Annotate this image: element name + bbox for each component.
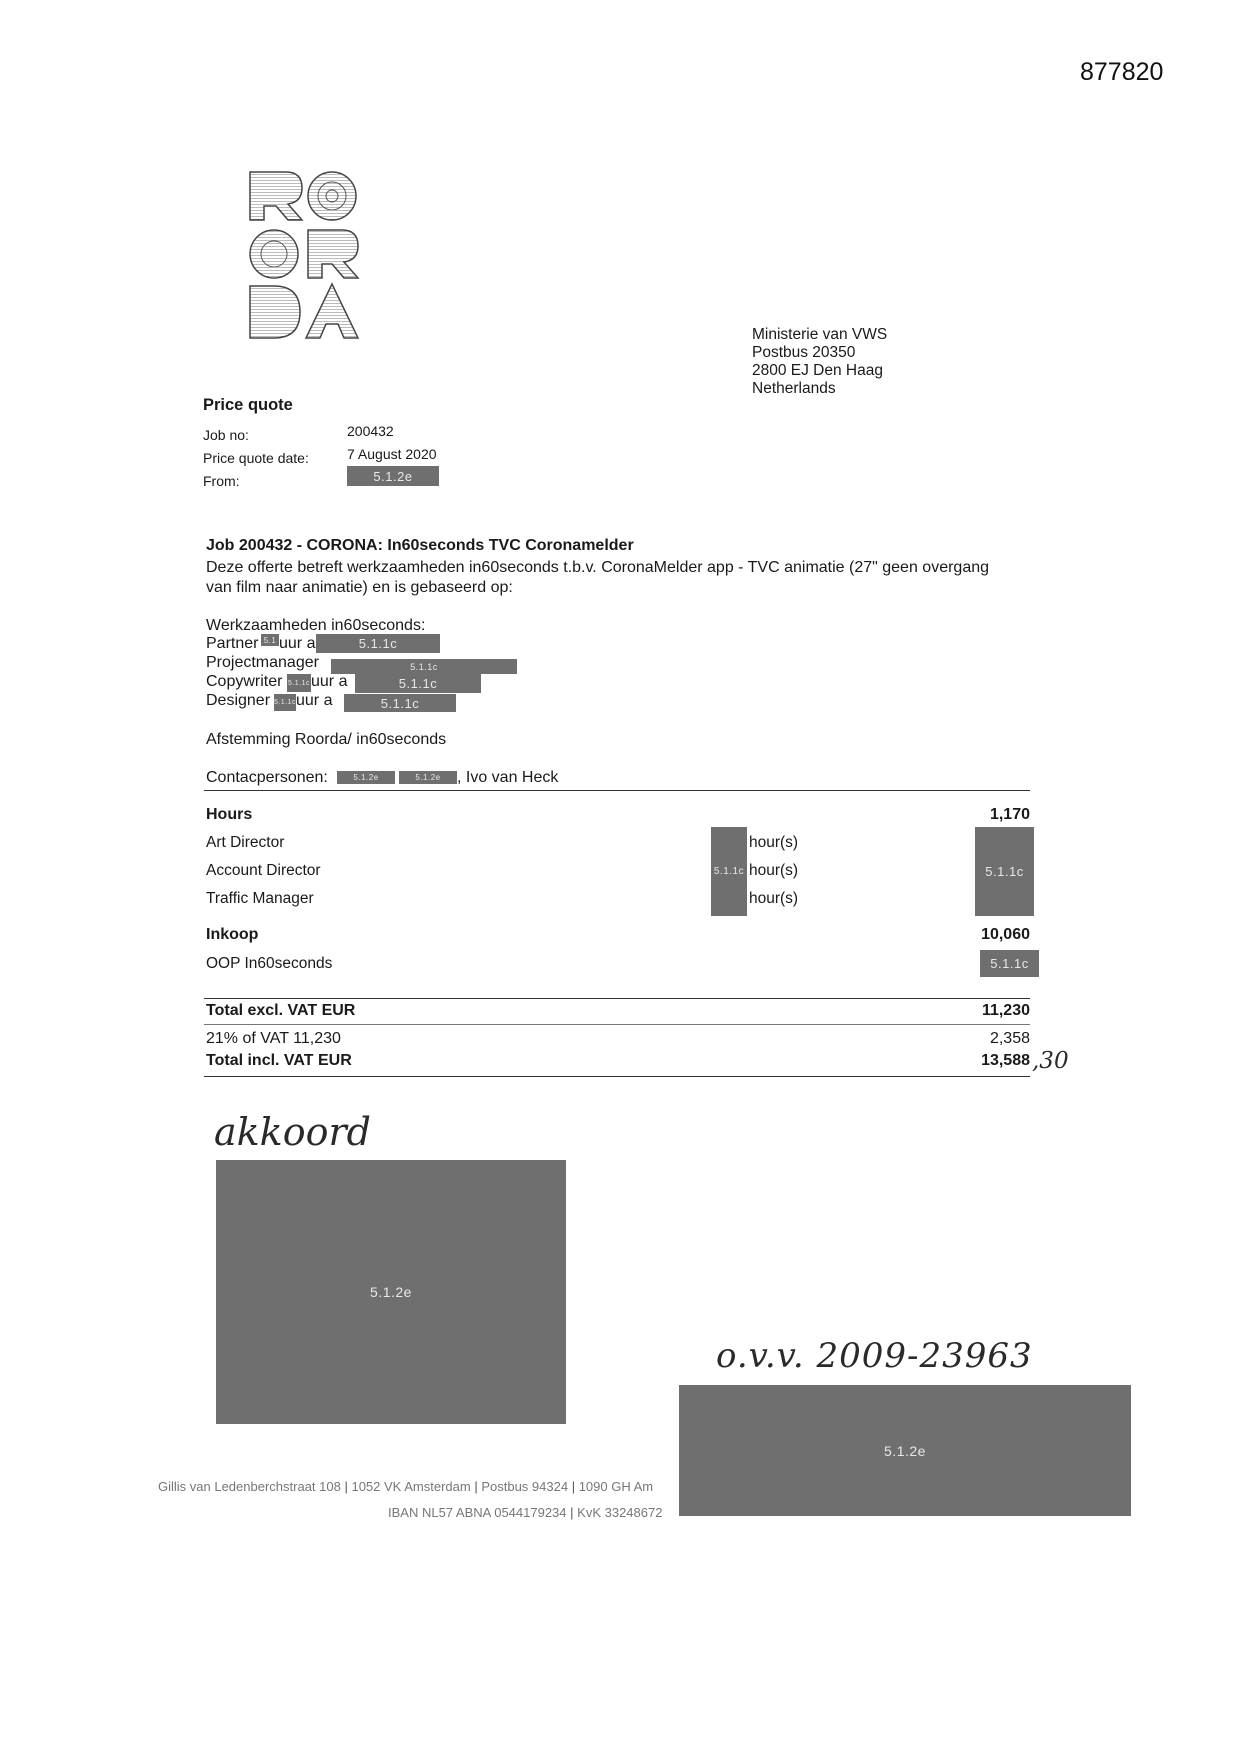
footer-line-1: Gillis van Ledenberchstraat 108 | 1052 VK Amsterdam | Postbus 94324 | 1090 GH Am <box>158 1479 654 1494</box>
redaction-signature-left: 5.1.2e <box>216 1160 566 1424</box>
work-heading: Werkzaamheden in60seconds: <box>206 617 426 634</box>
total-excl-label: Total excl. VAT EUR <box>206 1002 356 1019</box>
field-label-date: Price quote date: <box>203 450 309 466</box>
work-mid: uur a <box>311 673 348 690</box>
redaction-small: 5.1.1c <box>287 674 311 692</box>
redaction-rate: 5.1.1c <box>316 634 440 653</box>
redaction-rate: 5.1.1c <box>331 659 517 674</box>
inkoop-total: 10,060 <box>981 926 1030 943</box>
redaction-signature-right: 5.1.2e <box>679 1385 1131 1516</box>
work-line-designer: Designer <box>206 692 271 709</box>
divider <box>204 1024 1030 1025</box>
redaction-inkoop-amount: 5.1.1c <box>980 950 1039 977</box>
quote-fields <box>203 424 309 493</box>
hours-unit: hour(s) <box>749 834 799 851</box>
total-incl-value: 13,588 <box>981 1052 1030 1069</box>
logo-graphic <box>244 168 364 340</box>
inkoop-heading: Inkoop <box>206 926 259 943</box>
field-label-job: Job no: <box>203 427 249 443</box>
footer-part: IBAN NL57 ABNA 0544179234 <box>388 1505 567 1520</box>
footer-part: Gillis van Ledenberchstraat 108 <box>158 1479 341 1494</box>
hours-heading: Hours <box>206 806 253 823</box>
field-label-from: From: <box>203 473 240 489</box>
divider <box>204 790 1030 791</box>
redaction-hours-amounts: 5.1.1c <box>975 827 1034 916</box>
hours-unit: hour(s) <box>749 890 799 907</box>
footer-part: KvK 33248672 <box>577 1505 663 1520</box>
contacts-label: Contacpersonen: <box>206 769 328 786</box>
divider <box>204 998 1030 999</box>
work-label: Partner <box>206 635 259 652</box>
footer-part: 1052 VK Amsterdam <box>351 1479 471 1494</box>
contact-name: , Ivo van Heck <box>457 769 559 786</box>
field-value-date: 7 August 2020 <box>347 446 437 462</box>
recipient-address <box>752 326 887 398</box>
footer-line-2: IBAN NL57 ABNA 0544179234 | KvK 33248672 <box>388 1505 663 1520</box>
document-number: 877820 <box>1080 58 1164 86</box>
hours-item-account-director: Account Director <box>206 862 321 879</box>
job-description-2: van film naar animatie) en is gebaseerd op: <box>206 579 513 596</box>
total-excl-value: 11,230 <box>981 1002 1030 1019</box>
job-description-1: Deze offerte betreft werkzaamheden in60seconds t.b.v. CoronaMelder app - TVC animatie (27" geen overgang <box>206 559 990 576</box>
handwritten-akkoord: akkoord <box>214 1110 371 1154</box>
hours-unit: hour(s) <box>749 862 799 879</box>
recipient-line: Ministerie van VWS <box>752 326 888 343</box>
redaction-small: 5.1 <box>261 634 279 646</box>
vat-value: 2,358 <box>989 1030 1030 1047</box>
divider <box>204 1076 1030 1077</box>
total-incl-label: Total incl. VAT EUR <box>206 1052 352 1069</box>
field-value-job: 200432 <box>347 423 394 439</box>
redaction-contact: 5.1.2e <box>337 771 395 784</box>
recipient-line: Postbus 20350 <box>752 344 856 361</box>
work-mid: uur a <box>279 635 316 652</box>
footer-part: 1090 GH Am <box>578 1479 654 1494</box>
recipient-line: 2800 EJ Den Haag <box>752 362 883 379</box>
redaction-rate: 5.1.1c <box>344 694 456 712</box>
hours-total: 1,170 <box>989 806 1030 823</box>
hours-item-art-director: Art Director <box>206 834 285 851</box>
redaction-from: 5.1.2e <box>347 466 439 486</box>
footer-part: Postbus 94324 <box>481 1479 569 1494</box>
handwritten-ovv: o.v.v. 2009-23963 <box>716 1336 1033 1376</box>
work-line-partner <box>206 635 258 655</box>
recipient-line: Netherlands <box>752 380 836 397</box>
hours-item-traffic-manager: Traffic Manager <box>206 890 314 907</box>
work-line-copywriter: Copywriter <box>206 673 283 690</box>
vat-label: 21% of VAT 11,230 <box>206 1030 341 1047</box>
redaction-contact: 5.1.2e <box>399 771 457 784</box>
quote-title: Price quote <box>203 396 293 414</box>
roorda-logo <box>244 168 364 340</box>
afstemming-line: Afstemming Roorda/ in60seconds <box>206 731 447 748</box>
redaction-rate: 5.1.1c <box>355 674 481 693</box>
redaction-hours-count: 5.1.1c <box>711 827 747 916</box>
job-heading: Job 200432 - CORONA: In60seconds TVC Coronamelder <box>206 537 634 554</box>
inkoop-item: OOP In60seconds <box>206 955 333 972</box>
work-line-projectmanager: Projectmanager <box>206 654 319 671</box>
work-mid: uur a <box>296 692 333 709</box>
handwritten-cents: ,30 <box>1032 1048 1069 1074</box>
redaction-small: 5.1.1c <box>274 694 296 711</box>
